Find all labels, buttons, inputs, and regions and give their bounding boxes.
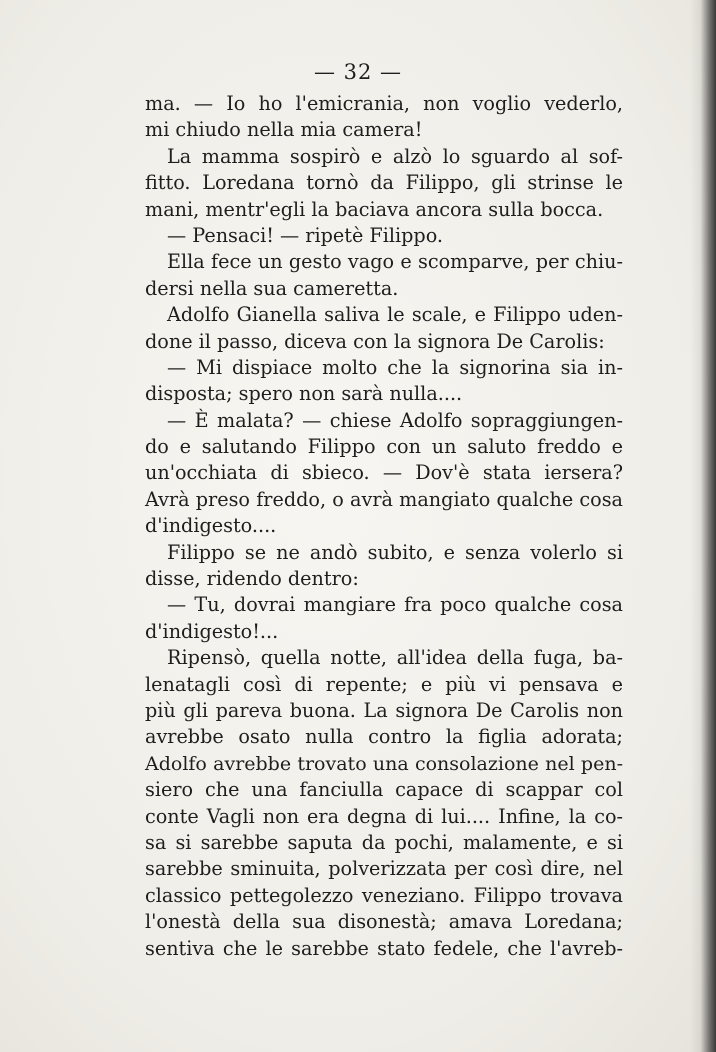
body-text [145, 91, 623, 962]
text-line: sa si sarebbe saputa da pochi, malamente, e si [145, 830, 623, 854]
text-line: Adolfo Gianella saliva le scale, e Filippo uden- [167, 303, 623, 327]
text-line: lenatagli così di repente; e più vi pensava e [145, 672, 623, 696]
text-line: — Mi dispiace molto che la signorina sia in- [167, 355, 623, 379]
text-line: l'onestà della sua disonestà; amava Loredana; [145, 910, 623, 934]
text-line: un'occhiata di sbieco. — Dov'è stata iersera? [145, 461, 623, 485]
text-line: Adolfo avrebbe trovato una consolazione nel pen- [145, 752, 623, 775]
text-line: Ripensò, quella notte, all'idea della fuga, ba- [167, 646, 623, 670]
text-line: sentiva che le sarebbe stato fedele, che l'avreb- [145, 936, 623, 960]
text-line: sarebbe sminuita, polverizzata per così dire, nel [145, 857, 623, 881]
page-number: — 32 — [313, 60, 403, 84]
text-line: do e salutando Filippo con un saluto freddo e [145, 435, 623, 459]
text-line: classico pettegolezzo veneziano. Filippo trovava [145, 883, 623, 907]
text-line: La mamma sospirò e alzò lo sguardo al sof- [167, 144, 623, 168]
text-line: siero che una fanciulla capace di scappar col [145, 778, 623, 802]
text-line: disse, ridendo dentro: [145, 567, 359, 591]
text-line: dersi nella sua cameretta. [145, 276, 399, 300]
text-line: ma. — Io ho l'emicrania, non voglio vederlo, [145, 92, 623, 115]
text-line: più gli pareva buona. La signora De Carolis non [145, 698, 623, 722]
text-line: — Pensaci! — ripetè Filippo. [167, 223, 444, 247]
text-line: conte Vagli non era degna di lui.... Infine, la co- [145, 804, 623, 828]
text-line: avrebbe osato nulla contro la figlia adorata; [145, 725, 623, 749]
text-line: done il passo, diceva con la signora De Carolis: [145, 329, 605, 353]
text-line: disposta; spero non sarà nulla.... [145, 382, 463, 406]
text-line: mani, mentr'egli la baciava ancora sulla bocca. [145, 197, 604, 221]
text-line: Ella fece un gesto vago e scomparve, per chiu- [167, 250, 623, 274]
text-line: mi chiudo nella mia camera! [145, 118, 423, 142]
text-line: d'indigesto.... [145, 514, 277, 538]
text-line: — È malata? — chiese Adolfo sopraggiungen- [167, 408, 623, 432]
text-line: Filippo se ne andò subito, e senza volerlo si [167, 540, 623, 564]
page-edge-shadow [690, 0, 716, 1052]
text-line: Avrà preso freddo, o avrà mangiato qualche cosa [145, 487, 623, 511]
text-line: — Tu, dovrai mangiare fra poco qualche cosa [167, 593, 623, 617]
text-line: fitto. Loredana tornò da Filippo, gli strinse le [145, 171, 623, 195]
text-line: d'indigesto!... [145, 619, 279, 643]
